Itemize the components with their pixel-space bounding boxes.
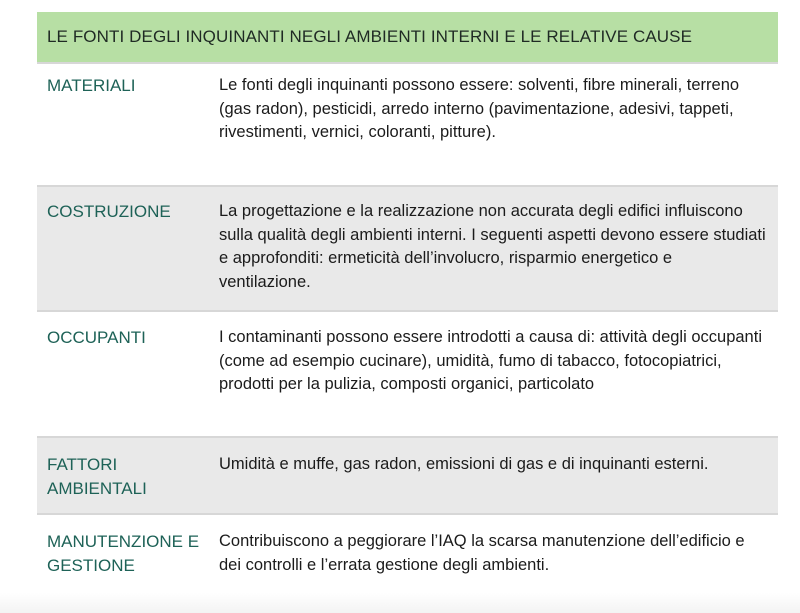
page-bottom-edge bbox=[0, 593, 800, 613]
row-description: Le fonti degli inquinanti possono essere: solventi, fibre minerali, terreno (gas radon), pesticidi, arredo interno (pavimentazione, adesivi, tappeti, rivestimenti, vernici, coloranti, pitture). bbox=[219, 76, 740, 141]
row-category: FATTORI AMBIENTALI bbox=[47, 455, 147, 498]
row-category: MATERIALI bbox=[47, 76, 136, 95]
table-row-manutenzione bbox=[37, 513, 778, 591]
row-category: COSTRUZIONE bbox=[47, 202, 171, 221]
table-row-occupanti bbox=[37, 310, 778, 436]
pollutant-sources-table bbox=[37, 12, 778, 591]
table-title: LE FONTI DEGLI INQUINANTI NEGLI AMBIENTI INTERNI E LE RELATIVE CAUSE bbox=[37, 12, 778, 62]
table-row-costruzione bbox=[37, 185, 778, 310]
row-description: I contaminanti possono essere introdotti a causa di: attività degli occupanti (come ad esempio cucinare), umidità, fumo di tabacco, fotocopiatrici, prodotti per la pulizia, composti organici, particolato bbox=[219, 328, 762, 393]
row-category: MANUTENZIONE E GESTIONE bbox=[47, 532, 200, 575]
row-description: Umidità e muffe, gas radon, emissioni di gas e di inquinanti esterni. bbox=[219, 455, 709, 473]
table-row-materiali bbox=[37, 62, 778, 185]
row-description: Contribuiscono a peggiorare l’IAQ la scarsa manutenzione dell’edificio e dei controlli e l’errata gestione degli ambienti. bbox=[219, 532, 745, 574]
row-description: La progettazione e la realizzazione non accurata degli edifici influiscono sulla qualità degli ambienti interni. I seguenti aspetti devono essere studiati e approfonditi: ermeticità dell’involucro, risparmio energetico e ventilazione. bbox=[219, 202, 766, 291]
table-row-fattori-ambientali bbox=[37, 436, 778, 513]
row-category: OCCUPANTI bbox=[47, 328, 146, 347]
